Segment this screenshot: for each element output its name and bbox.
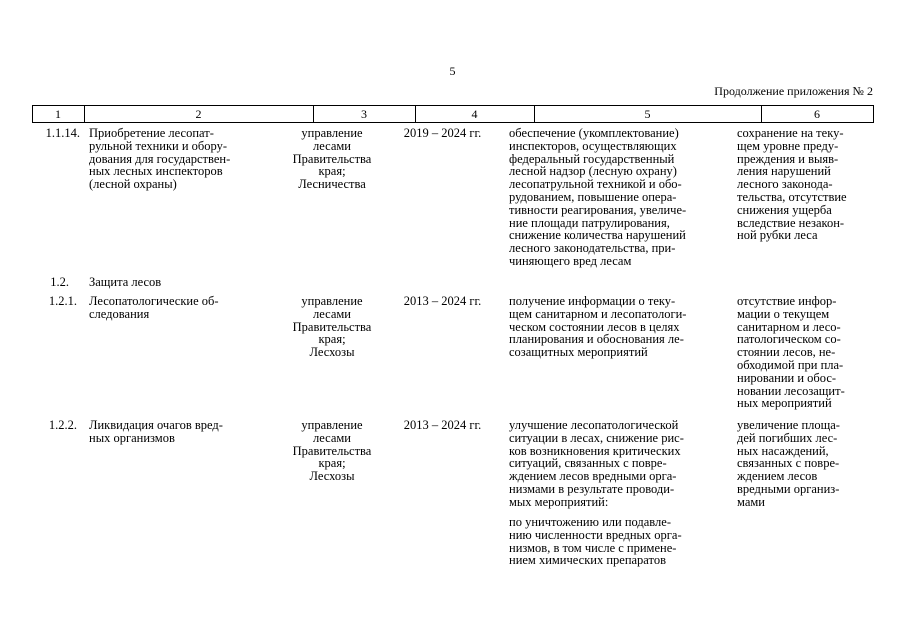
table-header (32, 105, 874, 123)
col-header-6: 6 (814, 107, 820, 121)
row-period: 2013 – 2024 гг. (403, 294, 482, 308)
row-result-continued: по уничтожению или подавле- нию численности вредных орга- низмов, в том числе с примене- нием химических препаратов (509, 515, 682, 568)
row-effect: увеличение площа- дей погибших лес- ных насаждений, связанных с повре- ждением лесов вредными организ- мами (737, 418, 840, 509)
continuation-note: Продолжение приложения № 2 (714, 84, 873, 98)
row-period: 2019 – 2024 гг. (403, 126, 482, 140)
col-header-1: 1 (55, 107, 61, 121)
row-name: Приобретение лесопат- рульной техники и обору- дования для государствен- ных лесных инспекторов (лесной охраны) (89, 126, 231, 192)
col-header-5: 5 (644, 107, 651, 121)
row-effect: сохранение на теку- щем уровне преду- преждения и выяв- ления нарушений лесного законода- тельства, отсутствие снижения ущерба вследствие незакон- ной рубки леса (737, 126, 847, 243)
row-name: Лесопатологические об- следования (89, 294, 219, 321)
col-header-2: 2 (195, 107, 202, 121)
row-name: Ликвидация очагов вред- ных организмов (89, 418, 223, 445)
row-period: 2013 – 2024 гг. (403, 418, 482, 432)
row-name: Защита лесов (89, 275, 162, 289)
row-number: 1.1.14. (45, 126, 80, 140)
row-executor: управление лесами Правительства края; Лесхозы (292, 294, 372, 360)
col-header-3: 3 (361, 107, 367, 121)
row-result: получение информации о теку- щем санитарном и лесопатологи- ческом состоянии лесов в целях планирования и обоснования ле- созащитных мероприятий (509, 294, 687, 360)
row-result: улучшение лесопатологической ситуации в лесах, снижение рис- ков возникновения критических ситуаций, связанных с повре- ждением лесов вредными орга- низмами в результате проводи- мых мероприятий: (509, 418, 684, 509)
row-number: 1.2.1. (48, 294, 77, 308)
row-result: обеспечение (укомплектование) инспекторов, осуществляющих федеральный государственный лесной надзор (лесную охрану) лесопатрульной техникой и обо- рудованием, повышение опера- тивности реагирования, увеличе- ние площади патрулирования, снижение количества нарушений лесного законодательства, при- чиняющего вред лесам (509, 126, 687, 268)
row-executor: управление лесами Правительства края; Лесхозы (292, 418, 372, 484)
row-executor: управление лесами Правительства края; Лесничества (292, 126, 372, 192)
row-number: 1.2. (50, 275, 69, 289)
col-header-4: 4 (471, 107, 478, 121)
row-effect: отсутствие инфор- мации о текущем санитарном и лесо- патологическом со- стоянии лесов, не- обходимой при пла- нировании и обос- новании лесозащит- ных мероприятий (737, 294, 845, 411)
page-number: 5 (449, 64, 456, 78)
row-number: 1.2.2. (48, 418, 77, 432)
